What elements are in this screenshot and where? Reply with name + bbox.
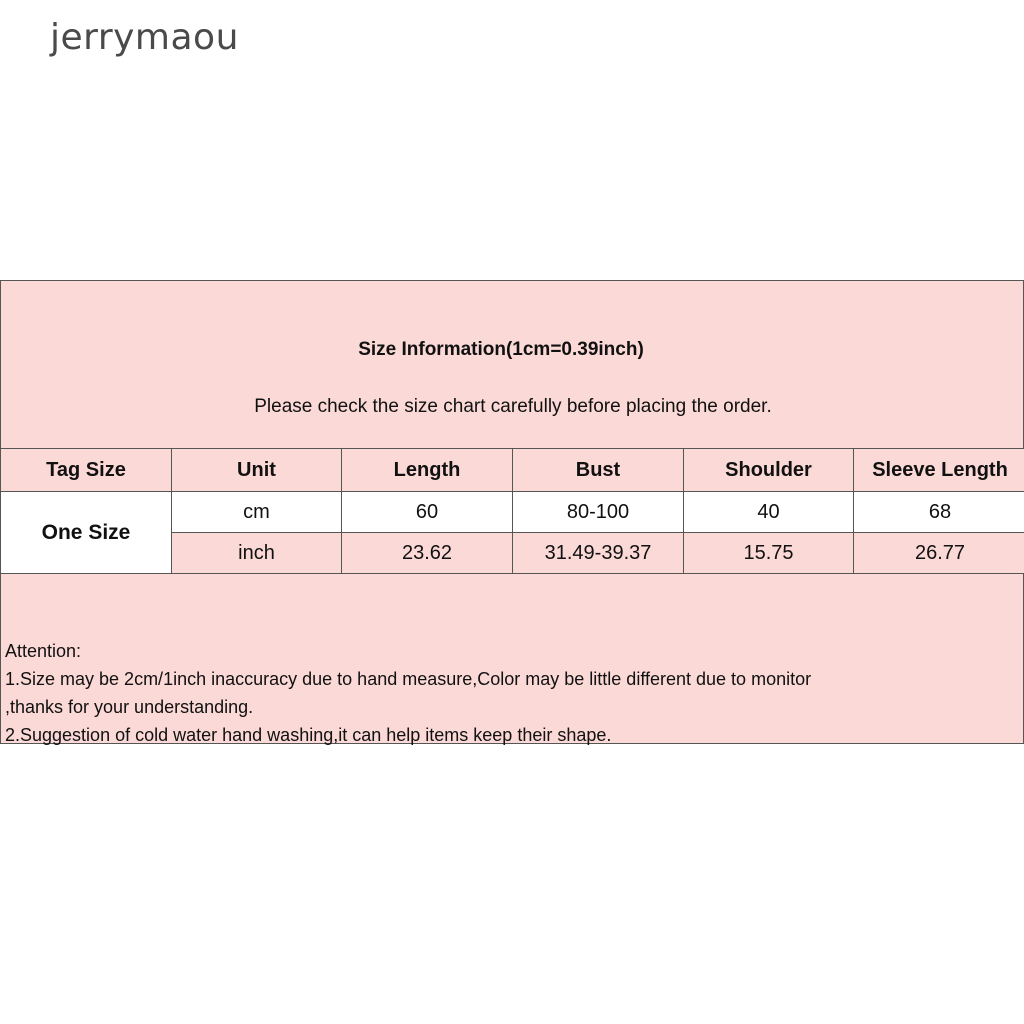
header-length: Length [342, 449, 513, 492]
header-tag-size: Tag Size [1, 449, 172, 492]
length-cell: 60 [342, 492, 513, 533]
attention-heading: Attention: [5, 641, 82, 661]
size-info-title: Size Information(1cm=0.39inch) [358, 339, 644, 360]
shoulder-cell: 40 [684, 492, 854, 533]
bust-cell: 31.49-39.37 [513, 533, 684, 574]
size-info-subtitle: Please check the size chart carefully before placing the order. [254, 396, 772, 417]
attention-note-2: 2.Suggestion of cold water hand washing,it can help items keep their shape. [5, 725, 612, 745]
header-sleeve-length: Sleeve Length [854, 449, 1024, 492]
attention-note-1: 1.Size may be 2cm/1inch inaccuracy due to hand measure,Color may be little different due to monitor [5, 669, 812, 689]
store-watermark: jerrymaou [50, 17, 239, 58]
attention-note-1-continued: ,thanks for your understanding. [5, 697, 254, 717]
unit-cell: cm [172, 492, 342, 533]
size-information-card [0, 280, 1024, 744]
tag-size-cell: One Size [1, 492, 172, 574]
size-table [0, 448, 1024, 574]
sleeve-length-cell: 68 [854, 492, 1024, 533]
table-row-cm [1, 492, 1024, 533]
header-shoulder: Shoulder [684, 449, 854, 492]
bust-cell: 80-100 [513, 492, 684, 533]
shoulder-cell: 15.75 [684, 533, 854, 574]
size-card-header [1, 281, 1023, 448]
length-cell: 23.62 [342, 533, 513, 574]
attention-notes [5, 637, 1021, 749]
header-bust: Bust [513, 449, 684, 492]
sleeve-length-cell: 26.77 [854, 533, 1024, 574]
header-unit: Unit [172, 449, 342, 492]
unit-cell: inch [172, 533, 342, 574]
size-table-header-row [1, 449, 1024, 492]
